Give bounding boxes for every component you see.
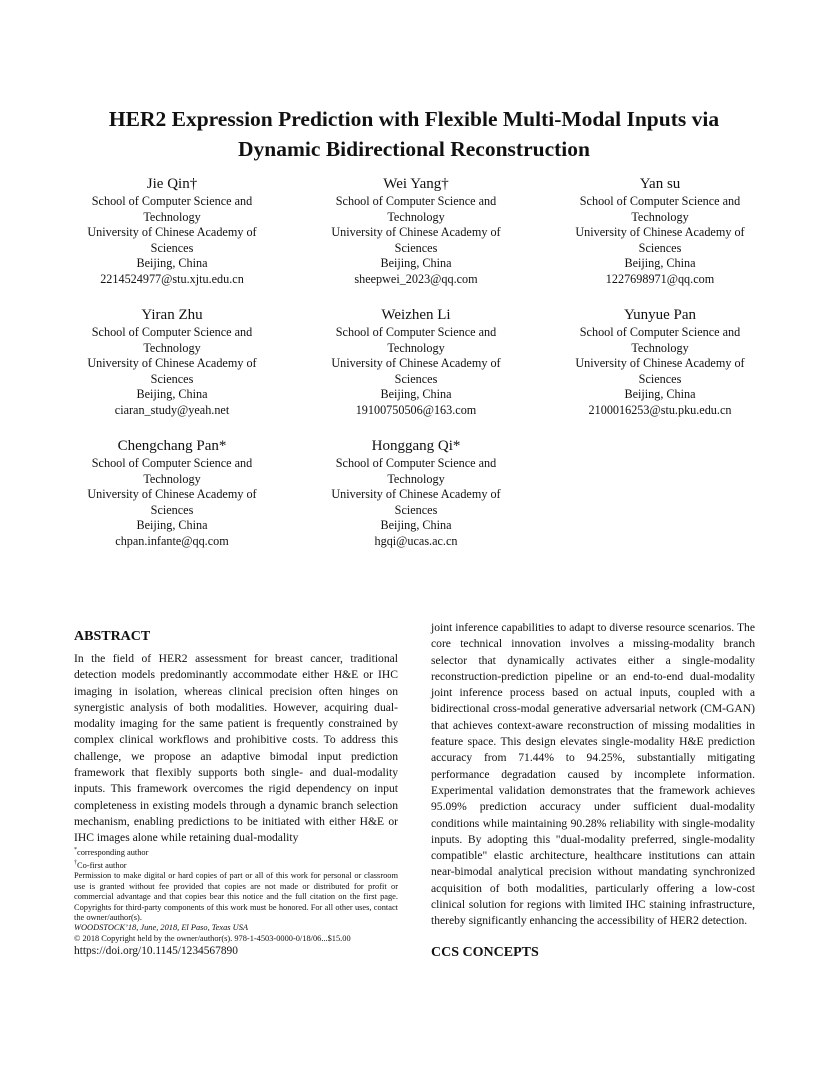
author-department-cont: Technology xyxy=(143,340,201,355)
author-email[interactable]: 1227698971@qq.com xyxy=(605,271,715,286)
author-name: Jie Qin† xyxy=(146,176,198,192)
author-institution-cont: Sciences xyxy=(394,502,438,517)
author-institution-cont: Sciences xyxy=(638,240,682,255)
author-institution: University of Chinese Academy of xyxy=(87,487,257,502)
author-location: Beijing, China xyxy=(624,387,696,402)
author-institution: University of Chinese Academy of xyxy=(87,356,257,371)
author-department: School of Computer Science and xyxy=(335,194,497,208)
author-card xyxy=(311,175,521,288)
author-institution-cont: Sciences xyxy=(150,502,194,517)
author-institution: University of Chinese Academy of xyxy=(331,487,501,502)
author-institution: University of Chinese Academy of xyxy=(575,225,745,240)
author-institution-cont: Sciences xyxy=(394,371,438,386)
abstract-left-column xyxy=(74,628,398,847)
corresponding-footnote: *corresponding author xyxy=(74,847,149,857)
author-department-cont: Technology xyxy=(387,471,445,486)
author-institution-cont: Sciences xyxy=(150,240,194,255)
title-line-2: Dynamic Bidirectional Reconstruction xyxy=(238,137,590,161)
author-email[interactable]: sheepwei_2023@qq.com xyxy=(354,271,478,286)
author-department-cont: Technology xyxy=(143,209,201,224)
author-institution: University of Chinese Academy of xyxy=(331,225,501,240)
author-card xyxy=(555,175,765,288)
author-department: School of Computer Science and xyxy=(579,194,741,208)
author-department-cont: Technology xyxy=(631,340,689,355)
author-institution-cont: Sciences xyxy=(394,240,438,255)
author-department-cont: Technology xyxy=(143,471,201,486)
copyright-line: © 2018 Copyright held by the owner/author(s). 978-1-4503-0000-0/18/06...$15.00 xyxy=(74,933,351,943)
author-name: Yan su xyxy=(639,176,681,192)
author-department: School of Computer Science and xyxy=(335,456,497,470)
abstract-text-left: In the field of HER2 assessment for breast cancer, traditional detection models predominantly accommodate either H&E or IHC imaging in isolation, whereas clinical precision often hinges on synergistic analysis of both modalities. However, acquiring dual-modality imaging for the same patient is frequently constrained by complex clinical workflows and prohibitive costs. To address this challenge, we propose an adaptive bimodal input prediction framework that flexibly supports both single- and dual-modality inputs. This framework overcomes the rigid dependency on input completeness in existing models through a dynamic branch selection mechanism, enabling predictions to be initiated with either H&E or IHC images alone while retaining dual-modality xyxy=(74,652,398,845)
author-institution: University of Chinese Academy of xyxy=(331,356,501,371)
author-name: Yunyue Pan xyxy=(623,307,697,323)
author-email[interactable]: 2100016253@stu.pku.edu.cn xyxy=(588,402,732,417)
doi-link[interactable]: https://doi.org/10.1145/1234567890 xyxy=(74,945,238,958)
author-card xyxy=(67,306,277,419)
author-name: Yiran Zhu xyxy=(141,307,203,323)
author-location: Beijing, China xyxy=(380,387,452,402)
author-card xyxy=(67,437,277,550)
author-location: Beijing, China xyxy=(380,518,452,533)
author-card xyxy=(67,175,277,288)
author-institution-cont: Sciences xyxy=(150,371,194,386)
cofirst-footnote: †Co-first author xyxy=(74,860,127,870)
author-name: Weizhen Li xyxy=(381,307,451,323)
author-card xyxy=(311,306,521,419)
author-institution: University of Chinese Academy of xyxy=(575,356,745,371)
author-location: Beijing, China xyxy=(136,387,208,402)
author-department: School of Computer Science and xyxy=(91,456,253,470)
ccs-heading: CCS CONCEPTS xyxy=(431,944,539,960)
author-location: Beijing, China xyxy=(136,518,208,533)
author-department-cont: Technology xyxy=(387,340,445,355)
author-email[interactable]: hgqi@ucas.ac.cn xyxy=(374,533,458,548)
author-department-cont: Technology xyxy=(631,209,689,224)
author-department: School of Computer Science and xyxy=(91,194,253,208)
author-location: Beijing, China xyxy=(624,256,696,271)
author-department-cont: Technology xyxy=(387,209,445,224)
author-name: Wei Yang† xyxy=(383,176,449,192)
author-location: Beijing, China xyxy=(380,256,452,271)
title-line-1: HER2 Expression Prediction with Flexible Multi-Modal Inputs via xyxy=(108,107,720,131)
author-name: Chengchang Pan* xyxy=(117,438,227,454)
abstract-right-column xyxy=(431,620,755,962)
author-card xyxy=(311,437,521,550)
corresponding-mark: * xyxy=(74,847,77,853)
author-institution-cont: Sciences xyxy=(638,371,682,386)
paper-title xyxy=(60,104,768,164)
abstract-text-right: joint inference capabilities to adapt to diverse resource scenarios. The core technical innovation involves a missing-modality branch selector that dynamically activates either a single-modality reconstruction-prediction pipeline or an end-to-end dual-modality joint inference process based on actual inputs, coupled with a bidirectional cross-modal generative adversarial network (CM-GAN) that achieves context-aware reconstruction of missing modalities in feature space. This design elevates single-modality H&E prediction accuracy from 71.44% to 94.25%, substantially mitigating performance degradation caused by incomplete information. Experimental validation demonstrates that the framework achieves 95.09% prediction accuracy under sufficient dual-modality conditions while maintaining 90.28% reliability with single-modality inputs. By adopting this "dual-modality preferred, single-modality compatible" elastic architecture, healthcare institutions can attain near-bimodal analytical precision without mandating synchronized acquisition of both modalities, particularly offering a low-cost clinical solution for regions with limited IHC staining infrastructure, thereby significantly enhancing the accessibility of HER2 detection. xyxy=(431,621,755,928)
author-email[interactable]: ciaran_study@yeah.net xyxy=(114,402,230,417)
author-department: School of Computer Science and xyxy=(579,325,741,339)
author-email[interactable]: 19100750506@163.com xyxy=(355,402,477,417)
author-email[interactable]: 2214524977@stu.xjtu.edu.cn xyxy=(100,271,244,286)
permission-notice: Permission to make digital or hard copies of part or all of this work for personal or classroom use is granted without fee provided that copies are not made or distributed for profit or commercial advantage and that copies bear this notice and the full citation on the first page. Copyrights for third-party components of this work must be honored. For all other uses, contact the owner/author(s). xyxy=(74,871,398,923)
author-card xyxy=(555,306,765,419)
cofirst-mark: † xyxy=(74,860,77,867)
author-institution: University of Chinese Academy of xyxy=(87,225,257,240)
author-department: School of Computer Science and xyxy=(335,325,497,339)
author-department: School of Computer Science and xyxy=(91,325,253,339)
venue-line: WOODSTOCK’18, June, 2018, El Paso, Texas USA xyxy=(74,923,249,933)
author-email[interactable]: chpan.infante@qq.com xyxy=(115,533,229,548)
author-location: Beijing, China xyxy=(136,256,208,271)
abstract-heading: ABSTRACT xyxy=(74,629,151,644)
author-name: Honggang Qi* xyxy=(371,438,461,454)
footnote-block xyxy=(74,845,398,958)
